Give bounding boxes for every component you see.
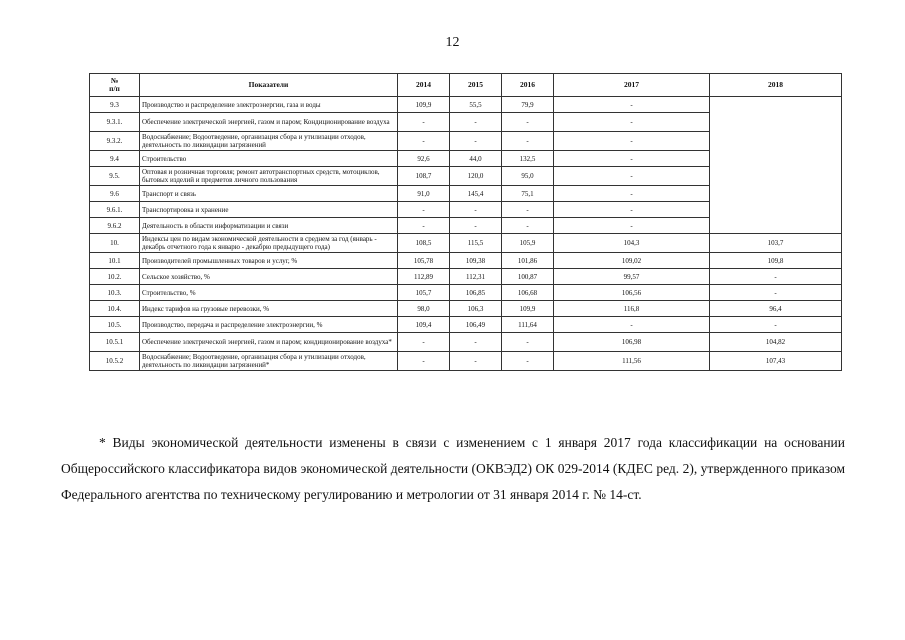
row-value-2016: 109,9 [502, 301, 554, 317]
header-2017: 2017 [554, 74, 710, 97]
row-value-2017: 104,3 [554, 234, 710, 253]
row-value-2017: - [554, 97, 710, 113]
row-value-2014: 109,4 [398, 317, 450, 333]
row-number: 10.5.2 [90, 352, 140, 371]
row-value-2014: 108,7 [398, 167, 450, 186]
row-value-2014: 91,0 [398, 186, 450, 202]
indicators-table [89, 73, 842, 371]
row-number: 9.6.1. [90, 202, 140, 218]
row-value-2015: 55,5 [450, 97, 502, 113]
row-value-2014: - [398, 132, 450, 151]
row-value-2018: 107,43 [710, 352, 842, 371]
row-value-2018: 103,7 [710, 234, 842, 253]
row-indicator: Водоснабжение; Водоотведение, организация сбора и утилизации отходов, деятельность по ликвидации загрязнений [140, 132, 398, 151]
row-value-2017: - [554, 113, 710, 132]
row-value-2017: - [554, 186, 710, 202]
row-value-2015: 106,85 [450, 285, 502, 301]
row-number: 10.1 [90, 253, 140, 269]
row-indicator: Сельское хозяйство, % [140, 269, 398, 285]
row-value-2016: 106,68 [502, 285, 554, 301]
row-indicator: Обеспечение электрической энергией, газом и паром; Кондиционирование воздуха [140, 113, 398, 132]
row-number: 9.3.2. [90, 132, 140, 151]
row-value-2018: - [710, 285, 842, 301]
row-value-2017: 99,57 [554, 269, 710, 285]
row-value-2016: 100,87 [502, 269, 554, 285]
header-2016: 2016 [502, 74, 554, 97]
row-value-2015: - [450, 352, 502, 371]
table-row [90, 333, 842, 352]
row-value-2016: 132,5 [502, 151, 554, 167]
row-value-2015: - [450, 113, 502, 132]
row-indicator: Водоснабжение; Водоотведение, организация сбора и утилизации отходов, деятельность по ликвидации загрязнений* [140, 352, 398, 371]
row-value-2015: 106,3 [450, 301, 502, 317]
row-indicator: Производителей промышленных товаров и услуг, % [140, 253, 398, 269]
row-value-2016: - [502, 352, 554, 371]
row-value-2015: - [450, 333, 502, 352]
row-value-2014: 98,0 [398, 301, 450, 317]
header-2018: 2018 [710, 74, 842, 97]
row-value-2018: 109,8 [710, 253, 842, 269]
row-value-2014: 112,89 [398, 269, 450, 285]
row-number: 10.2. [90, 269, 140, 285]
row-value-2015: 106,49 [450, 317, 502, 333]
row-value-2015: 109,38 [450, 253, 502, 269]
row-value-2018-merged [710, 97, 842, 234]
header-num: № п/п [90, 74, 140, 97]
row-value-2016: 95,0 [502, 167, 554, 186]
row-number: 9.6.2 [90, 218, 140, 234]
row-value-2017: 109,02 [554, 253, 710, 269]
table-row [90, 301, 842, 317]
table-row [90, 97, 842, 113]
row-indicator: Оптовая и розничная торговля; ремонт автотранспортных средств, мотоциклов, бытовых изделий и предметов личного пользования [140, 167, 398, 186]
row-number: 9.3 [90, 97, 140, 113]
row-value-2017: 111,56 [554, 352, 710, 371]
row-indicator: Деятельность в области информатизации и связи [140, 218, 398, 234]
row-value-2018: 96,4 [710, 301, 842, 317]
table-body [90, 97, 842, 371]
row-number: 9.3.1. [90, 113, 140, 132]
row-value-2016: - [502, 132, 554, 151]
header-2014: 2014 [398, 74, 450, 97]
footnote [61, 430, 845, 508]
row-value-2015: 44,0 [450, 151, 502, 167]
row-indicator: Строительство, % [140, 285, 398, 301]
row-value-2018: - [710, 269, 842, 285]
row-indicator: Индексы цен по видам экономической деятельности в среднем за год (январь - декабрь отчетного года к январю - декабрю предыдущего года) [140, 234, 398, 253]
row-value-2015: - [450, 218, 502, 234]
row-indicator: Производство, передача и распределение электроэнергии, % [140, 317, 398, 333]
table-row [90, 234, 842, 253]
row-value-2015: - [450, 202, 502, 218]
row-value-2017: - [554, 132, 710, 151]
row-value-2015: - [450, 132, 502, 151]
row-indicator: Индекс тарифов на грузовые перевозки, % [140, 301, 398, 317]
row-value-2016: 79,9 [502, 97, 554, 113]
footnote-text: * Виды экономической деятельности изменены в связи с изменением с 1 января 2017 года классификации на основании Общероссийского классификатора видов экономической деятельности (ОКВЭД2) ОК 029-2014 (КДЕС ред. 2), утвержденного приказом Федерального агентства по техническому регулированию и метрологии от 31 января 2014 г. № 14-ст. [61, 435, 845, 502]
row-value-2017: 106,56 [554, 285, 710, 301]
row-value-2014: 105,7 [398, 285, 450, 301]
row-number: 10.5.1 [90, 333, 140, 352]
row-value-2016: 111,64 [502, 317, 554, 333]
row-indicator: Производство и распределение электроэнергии, газа и воды [140, 97, 398, 113]
row-value-2017: - [554, 218, 710, 234]
page-number: 12 [445, 35, 460, 50]
table-row [90, 285, 842, 301]
header-indicator: Показатели [140, 74, 398, 97]
row-number: 10.5. [90, 317, 140, 333]
row-indicator: Транспорт и связь [140, 186, 398, 202]
row-value-2017: 106,98 [554, 333, 710, 352]
row-number: 9.5. [90, 167, 140, 186]
table-row [90, 352, 842, 371]
row-value-2016: - [502, 113, 554, 132]
row-value-2015: 120,0 [450, 167, 502, 186]
row-number: 10.3. [90, 285, 140, 301]
row-number: 9.6 [90, 186, 140, 202]
row-indicator: Транспортировка и хранение [140, 202, 398, 218]
row-value-2014: 108,5 [398, 234, 450, 253]
row-value-2014: - [398, 202, 450, 218]
table-header-row [90, 74, 842, 97]
row-value-2016: - [502, 218, 554, 234]
row-value-2017: 116,8 [554, 301, 710, 317]
row-value-2014: - [398, 113, 450, 132]
row-value-2014: 92,6 [398, 151, 450, 167]
table-row [90, 317, 842, 333]
row-number: 9.4 [90, 151, 140, 167]
row-value-2017: - [554, 167, 710, 186]
row-number: 10. [90, 234, 140, 253]
row-value-2018: 104,82 [710, 333, 842, 352]
header-2015: 2015 [450, 74, 502, 97]
row-value-2018: - [710, 317, 842, 333]
row-indicator: Обеспечение электрической энергией, газом и паром; кондиционирование воздуха* [140, 333, 398, 352]
table-row [90, 253, 842, 269]
row-value-2017: - [554, 202, 710, 218]
row-value-2014: 105,78 [398, 253, 450, 269]
row-value-2017: - [554, 317, 710, 333]
row-value-2015: 115,5 [450, 234, 502, 253]
row-indicator: Строительство [140, 151, 398, 167]
row-value-2016: 101,86 [502, 253, 554, 269]
row-value-2015: 145,4 [450, 186, 502, 202]
row-value-2016: 105,9 [502, 234, 554, 253]
row-value-2014: - [398, 218, 450, 234]
row-value-2016: - [502, 333, 554, 352]
row-value-2016: 75,1 [502, 186, 554, 202]
row-number: 10.4. [90, 301, 140, 317]
row-value-2014: - [398, 333, 450, 352]
row-value-2014: 109,9 [398, 97, 450, 113]
row-value-2016: - [502, 202, 554, 218]
row-value-2014: - [398, 352, 450, 371]
row-value-2017: - [554, 151, 710, 167]
row-value-2015: 112,31 [450, 269, 502, 285]
table-row [90, 269, 842, 285]
